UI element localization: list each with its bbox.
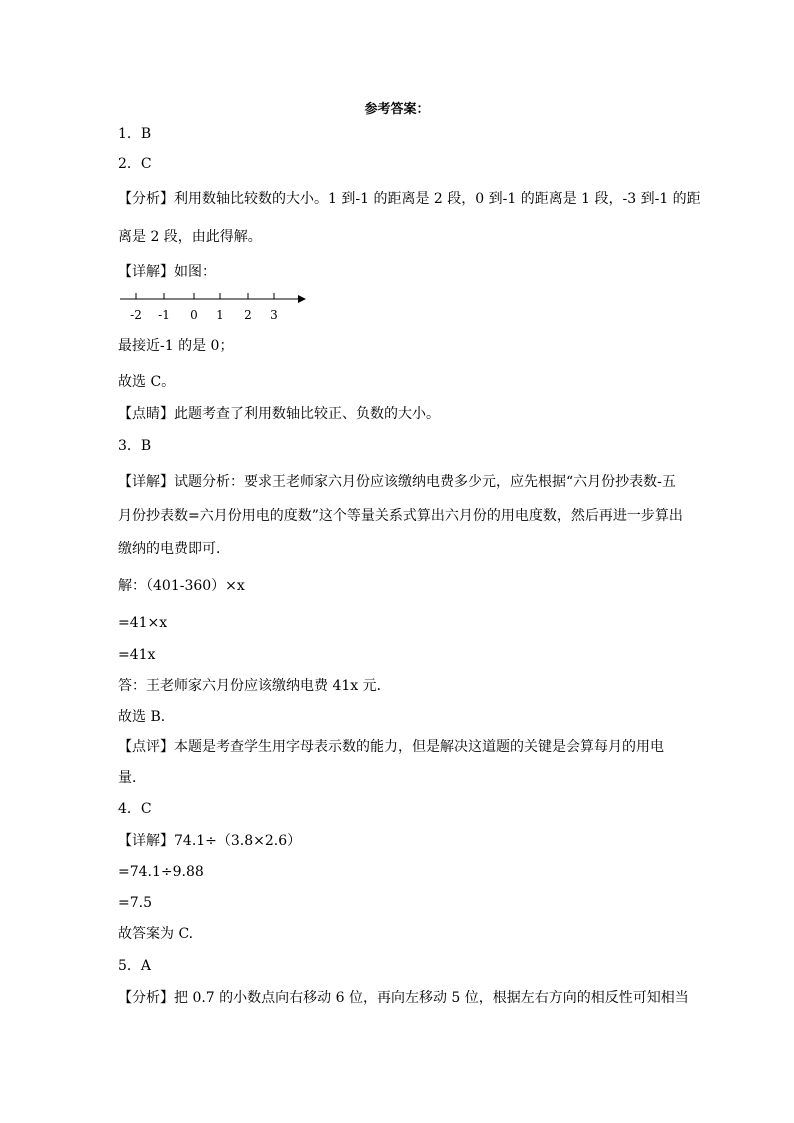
choice-4: 故答案为 C. [118,926,194,942]
answer-3-statement: 答：王老师家六月份应该缴纳电费 41x 元． [118,678,391,694]
analysis-2-line1: 【分析】利用数轴比较数的大小。1 到-1 的距离是 2 段，0 到-1 的距离是 1 段，-3 到-1 的距 [118,191,701,207]
number-line-svg [118,288,318,330]
comment-2: 【点睛】此题考查了利用数轴比较正、负数的大小。 [118,406,440,422]
solution-3-step1: 解：（401-360）×x [118,578,245,594]
solution-3-step2: =41×x [118,615,168,631]
number-line-label: -1 [158,308,170,322]
detail-3-line3: 缴纳的电费即可． [118,541,230,557]
number-line-label: 0 [190,308,198,322]
answer-title: 参考答案： [364,102,430,117]
number-line-label: 3 [270,308,278,322]
analysis-5-line1: 【分析】把 0.7 的小数点向右移动 6 位，再向左移动 5 位，根据左右方向的相反性可知相当 [118,990,689,1006]
detail-3-line1: 【详解】试题分析：要求王老师家六月份应该缴纳电费多少元，应先根据“六月份抄表数-五 [118,474,676,490]
comment-3-line1: 【点评】本题是考查学生用字母表示数的能力，但是解决这道题的关键是会算每月的用电 [118,739,664,755]
detail-2-header: 【详解】如图： [118,264,216,280]
detail-4-step3: =7.5 [118,895,152,911]
answer-1: 1．B [118,126,152,142]
choice-2: 故选 C。 [118,374,176,390]
number-line-label: 1 [216,308,224,322]
answer-2: 2．C [118,156,152,172]
solution-3-step3: =41x [118,647,156,663]
detail-4-step1: 【详解】74.1÷（3.8×2.6） [118,833,302,849]
choice-3: 故选 B． [118,709,175,725]
answer-4: 4．C [118,801,152,817]
number-line-label: 2 [244,308,252,322]
number-line-arrow [298,295,306,303]
analysis-2-line2: 离是 2 段，由此得解。 [118,229,262,245]
comment-3-line2: 量． [118,770,146,786]
detail-2-result: 最接近-1 的是 0； [118,338,234,354]
detail-4-step2: =74.1÷9.88 [118,864,204,880]
answer-5: 5．A [118,958,152,974]
number-line-label: -2 [130,308,142,322]
detail-3-line2: 月份抄表数=六月份用电的度数”这个等量关系式算出六月份的用电度数，然后再进一步算出 [118,508,683,524]
answer-3: 3．B [118,438,152,454]
number-line-figure [118,288,318,330]
